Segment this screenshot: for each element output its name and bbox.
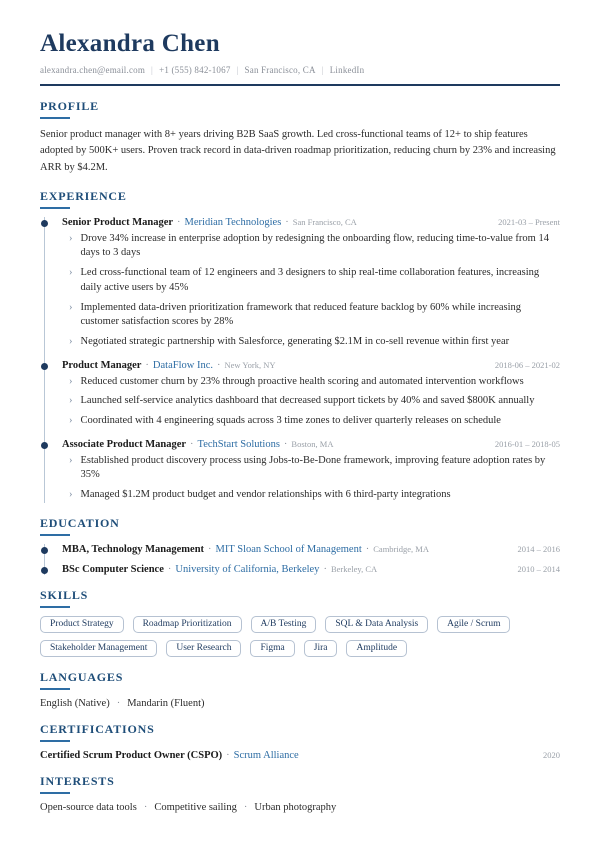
- skill-tag: Jira: [304, 640, 338, 657]
- section-underline: [40, 606, 70, 608]
- separator: ·: [365, 543, 370, 555]
- skills-list: [40, 616, 560, 657]
- section-title-education: EDUCATION: [40, 515, 120, 530]
- job-header: [62, 217, 560, 228]
- bullet-marker: ›: [69, 454, 73, 466]
- header-divider: [40, 84, 560, 86]
- company-link[interactable]: Meridian Technologies: [184, 216, 282, 228]
- degree-dates: 2014 – 2016: [517, 543, 560, 554]
- job-dates: 2016-01 – 2018-05: [494, 438, 560, 449]
- separator: |: [236, 65, 239, 75]
- job-title: Product Manager: [62, 359, 142, 371]
- separator: ·: [208, 543, 212, 555]
- job-location: New York, NY: [224, 359, 276, 370]
- experience-entry: [62, 360, 560, 429]
- section-title-experience: EXPERIENCE: [40, 188, 127, 203]
- degree-header: [62, 564, 560, 575]
- bullet-marker: ›: [69, 489, 73, 501]
- bullet-text: Reduced customer churn by 23% through proactive health scoring and automated intervention workflows: [80, 375, 524, 387]
- timeline-dot: [41, 567, 48, 574]
- job-title: Senior Product Manager: [62, 216, 174, 228]
- skill-tag: Product Strategy: [40, 616, 124, 633]
- separator: ·: [167, 563, 172, 575]
- contact-linkedin-link[interactable]: LinkedIn: [329, 65, 365, 75]
- skill-tag: Agile / Scrum: [437, 616, 510, 633]
- separator: ·: [177, 216, 181, 228]
- section-skills: [40, 588, 560, 657]
- degree-title: BSc Computer Science: [62, 563, 164, 575]
- section-title-languages: LANGUAGES: [40, 669, 124, 684]
- job-location: San Francisco, CA: [292, 216, 357, 227]
- separator: ·: [243, 801, 248, 813]
- job-header: [62, 360, 560, 371]
- languages-list: [40, 698, 560, 709]
- separator: ·: [190, 438, 194, 450]
- education-entry: [62, 564, 560, 575]
- bullet-marker: ›: [69, 301, 73, 313]
- bullet-text: Led cross-functional team of 12 engineers and 3 designers to ship real-time collaboration features, increasing daily active users by 45%: [80, 267, 540, 293]
- section-education: [40, 516, 560, 575]
- timeline-dot: [41, 547, 48, 554]
- section-experience: [40, 189, 560, 503]
- section-underline: [40, 688, 70, 690]
- bullet-item: [69, 414, 560, 429]
- skill-tag: A/B Testing: [251, 616, 317, 633]
- interest-item: Urban photography: [254, 801, 337, 813]
- job-bullets: [62, 454, 560, 503]
- bullet-text: Coordinated with 4 engineering squads across 3 time zones to deliver quarterly releases on schedule: [80, 414, 501, 426]
- company-link[interactable]: DataFlow Inc.: [152, 359, 213, 371]
- header: [40, 30, 560, 86]
- separator: ·: [226, 749, 230, 761]
- school-link[interactable]: University of California, Berkeley: [175, 563, 320, 575]
- job-title: Associate Product Manager: [62, 438, 187, 450]
- school-location: Cambridge, MA: [373, 543, 429, 554]
- bullet-item: [69, 375, 560, 390]
- school-location: Berkeley, CA: [330, 563, 378, 574]
- interest-item: Open-source data tools: [40, 801, 137, 813]
- bullet-item: [69, 454, 560, 483]
- education-timeline: [44, 544, 560, 575]
- bullet-marker: ›: [69, 414, 73, 426]
- separator: ·: [323, 563, 327, 575]
- section-underline: [40, 792, 70, 794]
- education-entry: [62, 544, 560, 555]
- skill-tag: Figma: [250, 640, 294, 657]
- bullet-item: [69, 394, 560, 409]
- experience-entry: [62, 217, 560, 350]
- timeline-dot: [41, 442, 48, 449]
- separator: ·: [116, 697, 121, 709]
- bullet-item: [69, 232, 560, 261]
- contact-line: [40, 65, 560, 75]
- separator: ·: [143, 801, 148, 813]
- section-title-profile: PROFILE: [40, 99, 99, 113]
- bullet-marker: ›: [69, 267, 73, 279]
- section-title-skills: SKILLS: [40, 587, 89, 602]
- language-item: English (Native): [40, 697, 110, 709]
- bullet-marker: ›: [69, 395, 73, 407]
- skill-tag: User Research: [166, 640, 241, 657]
- job-header: [62, 439, 560, 450]
- section-underline: [40, 740, 70, 742]
- interest-item: Competitive sailing: [154, 801, 237, 813]
- separator: ·: [283, 438, 288, 450]
- separator: |: [321, 65, 324, 75]
- timeline-dot: [41, 363, 48, 370]
- bullet-marker: ›: [69, 375, 73, 387]
- skill-tag: SQL & Data Analysis: [325, 616, 428, 633]
- contact-phone: +1 (555) 842-1067: [159, 65, 231, 75]
- skill-tag: Stakeholder Management: [40, 640, 157, 657]
- experience-entry: [62, 439, 560, 503]
- timeline-dot: [41, 220, 48, 227]
- skill-tag: Amplitude: [346, 640, 407, 657]
- bullet-item: [69, 266, 560, 295]
- section-underline: [40, 117, 70, 119]
- section-profile: [40, 99, 560, 176]
- job-location: Boston, MA: [291, 438, 334, 449]
- separator: ·: [285, 216, 289, 228]
- bullet-text: Established product discovery process using Jobs-to-Be-Done framework, improving feature adoption rates by 35%: [80, 454, 546, 481]
- bullet-text: Negotiated strategic partnership with Salesforce, generating $2.1M in co-sell revenue within first year: [80, 335, 510, 347]
- contact-location: San Francisco, CA: [244, 65, 316, 75]
- skill-tag: Roadmap Prioritization: [133, 616, 242, 633]
- language-item: Mandarin (Fluent): [127, 697, 205, 709]
- degree-header: [62, 544, 560, 555]
- section-interests: [40, 774, 560, 813]
- section-languages: [40, 670, 560, 709]
- bullet-item: [69, 488, 560, 503]
- interests-list: [40, 802, 560, 813]
- school-link[interactable]: MIT Sloan School of Management: [215, 543, 362, 555]
- experience-timeline: [44, 217, 560, 503]
- job-bullets: [62, 375, 560, 429]
- separator: ·: [145, 359, 149, 371]
- bullet-marker: ›: [69, 335, 73, 347]
- separator: ·: [217, 359, 221, 371]
- certification-entry: [40, 750, 560, 761]
- section-title-interests: INTERESTS: [40, 773, 115, 788]
- bullet-item: [69, 301, 560, 330]
- bullet-text: Implemented data-driven prioritization framework that reduced feature backlog by 60% while increasing customer satisfaction scores by 28%: [80, 301, 522, 328]
- section-title-certifications: CERTIFICATIONS: [40, 721, 155, 736]
- certification-year: 2020: [543, 749, 560, 760]
- section-underline: [40, 534, 70, 536]
- degree-title: MBA, Technology Management: [62, 543, 205, 555]
- job-dates: 2018-06 – 2021-02: [494, 359, 560, 370]
- job-bullets: [62, 232, 560, 350]
- profile-summary: Senior product manager with 8+ years driving B2B SaaS growth. Led cross-functional teams of 12+ to ship features adopted by 500K+ users. Proven track record in data-driven roadmap prioritization, reducing churn by 23% and increasing ARR by $4.2M.: [40, 129, 556, 173]
- separator: |: [151, 65, 154, 75]
- section-underline: [40, 207, 70, 209]
- bullet-item: [69, 335, 560, 350]
- company-link[interactable]: TechStart Solutions: [197, 438, 280, 450]
- contact-email: alexandra.chen@email.com: [40, 65, 146, 75]
- degree-dates: 2010 – 2014: [517, 563, 560, 574]
- certification-issuer-link[interactable]: Scrum Alliance: [233, 749, 299, 761]
- candidate-name: Alexandra Chen: [40, 30, 220, 57]
- bullet-text: Managed $1.2M product budget and vendor relationships with 6 third-party integrations: [80, 489, 451, 501]
- bullet-text: Drove 34% increase in enterprise adoption by redesigning the onboarding flow, reducing time-to-value from 14 days to 3 days: [80, 232, 549, 259]
- certification-name: Certified Scrum Product Owner (CSPO): [40, 749, 223, 761]
- job-dates: 2021-03 – Present: [498, 216, 560, 227]
- bullet-text: Launched self-service analytics dashboard that decreased support tickets by 40% and saved $800K annually: [80, 395, 535, 407]
- section-certifications: [40, 722, 560, 761]
- bullet-marker: ›: [69, 232, 73, 244]
